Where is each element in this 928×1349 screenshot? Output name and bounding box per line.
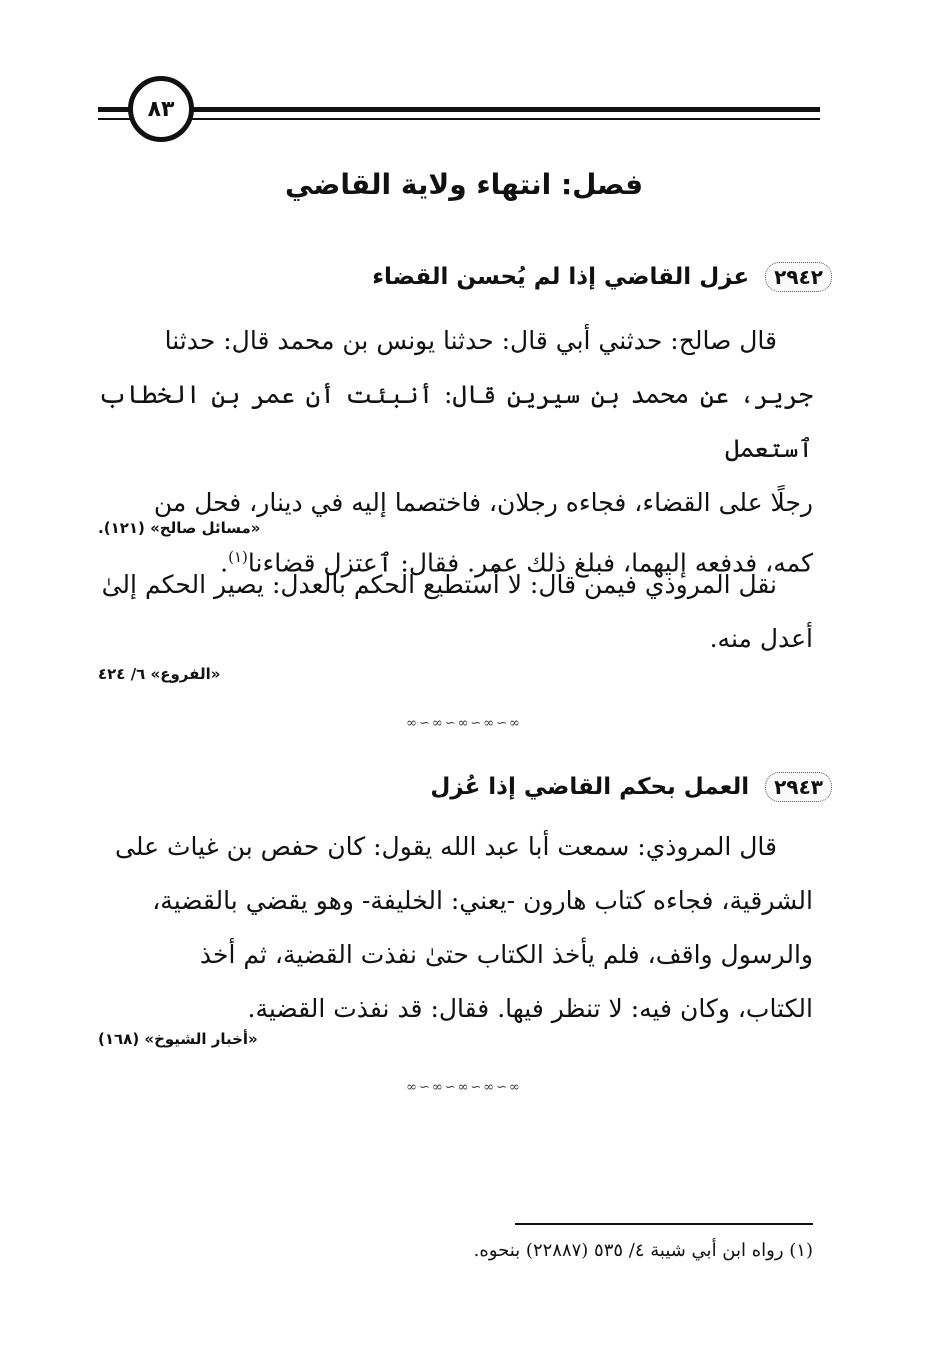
entry-body-2942	[98, 314, 813, 590]
entry-number: ٢٩٤٢	[765, 262, 832, 292]
section-ornament: ∞∽∞∽∞∽∞∽∞	[406, 716, 522, 731]
entry-number: ٢٩٤٣	[765, 772, 832, 802]
text-line-part: كمه، فدفعه إليهما، فبلغ ذلك عمر. فقال: ٱعتزل قضاءنا	[247, 548, 813, 578]
text-line: أعدل منه.	[709, 624, 813, 653]
entry-body-2943	[98, 820, 813, 1036]
entry-body-2942-b	[98, 558, 813, 666]
text-line: قال صالح: حدثني أبي قال: حدثنا يونس بن محمد قال: حدثنا	[164, 326, 777, 355]
source-citation: «مسائل صالح» (١٢١).	[98, 519, 261, 537]
section-ornament: ∞∽∞∽∞∽∞∽∞	[406, 1080, 522, 1095]
chapter-title: فصل: انتهاء ولاية القاضي	[284, 168, 644, 201]
text-line: كمه، فدفعه إليهما، فبلغ ذلك عمر. فقال: ٱعتزل قضاءنا$^{(١)}$.	[220, 548, 813, 578]
entry-title: العمل بحكم القاضي إذا عُزل	[430, 774, 750, 800]
source-citation: «الفروع» ٦/ ٤٢٤	[98, 665, 221, 683]
footnote-reference: (١)	[228, 548, 248, 566]
text-line: رجلًا على القضاء، فجاءه رجلان، فاختصما إليه في دينار، فحل من	[153, 488, 813, 517]
header-rule-thin	[98, 118, 820, 120]
entry-title: عزل القاضي إذا لم يُحسن القضاء	[372, 264, 750, 290]
footnote: (١) رواه ابن أبي شيبة ٤/ ٥٣٥ (٢٢٨٨٧) بنحوه.	[473, 1240, 813, 1261]
header-rule-thick	[98, 107, 820, 112]
page-number: ٨٣	[128, 76, 194, 142]
text-line: جرير، عن محمد بن سيرين قال: أنبئت أن عمر بن الخطاب ٱستعمل	[98, 380, 813, 463]
source-citation: «أخبار الشيوخ» (١٦٨)	[98, 1030, 258, 1048]
text-line: نقل المروذي فيمن قال: لا أستطيع الحكم بالعدل: يصير الحكم إلىٰ	[101, 570, 777, 599]
footnote-rule	[515, 1223, 813, 1225]
text-line: قال المروذي: سمعت أبا عبد الله يقول: كان حفص بن غياث على	[114, 832, 777, 861]
text-line: والرسول واقف، فلم يأخذ الكتاب حتىٰ نفذت القضية، ثم أخذ	[199, 940, 813, 969]
entry-heading-2943	[272, 772, 832, 802]
entry-heading-2942	[272, 262, 832, 292]
text-line: الكتاب، وكان فيه: لا تنظر فيها. فقال: قد نفذت القضية.	[247, 994, 813, 1023]
text-line: الشرقية، فجاءه كتاب هارون -يعني: الخليفة- وهو يقضي بالقضية،	[152, 886, 813, 915]
